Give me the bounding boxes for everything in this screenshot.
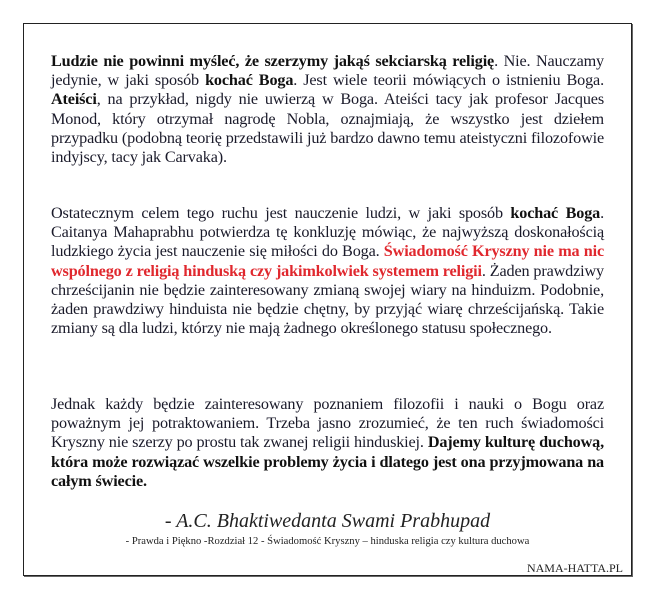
body-text: . Nie. Nauczamy jedynie, w jaki sposób [51, 52, 604, 90]
body-text: . Jest wiele teorii mówiących o istnieniu Boga. [293, 71, 604, 90]
paragraph-1 [51, 52, 604, 167]
body-text: Ostatecznym celem tego ruchu jest nauczenie ludzi, w jaki sposób [51, 204, 511, 222]
emphasis-text: kochać Boga [510, 204, 601, 222]
body-text: . Żaden prawdziwy chrześcijanin nie będzie zainteresowany zmianą swojej wiary na hinduizm. Podobnie, żaden prawdziwy hinduista nie będzie chętny, by przyjąć wiarę chrześcijańską. Takie zmiany są dla ludzi, którzy nie mają żadnego określonego statusu społecznego. [51, 261, 604, 338]
body-text: Jednak każdy będzie zainteresowany poznaniem filozofii i nauki o Bogu oraz poważnym jej potraktowaniem. Trzeba jasno zrozumieć, że ten ruch świadomości Kryszny nie szerzy po prostu tak zwanej religii hinduskiej. [51, 395, 604, 452]
emphasis-text: Ludzie nie powinni myśleć, że szerzymy jakąś sekciarską religię [51, 52, 495, 70]
paragraph-3 [51, 395, 604, 491]
highlighted-text: Świadomość Kryszny nie ma nic wspólnego z religią hinduską czy jakimkolwiek systemem religii [51, 242, 604, 280]
emphasis-text: Dajemy kulturę duchową, która może rozwiązać wszelkie problemy życia i dlatego jest ona przyjmowana na całym świecie. [51, 433, 604, 490]
body-text: . Caitanya Mahaprabhu potwierdza tę konkluzję mówiąc, że najwyższą doskonałością ludzkiego życia jest nauczenie się miłości do Boga. [51, 204, 604, 261]
source-citation: - Prawda i Piękno -Rozdział 12 - Świadomość Kryszny – hinduska religia czy kultura duchowa [125, 536, 530, 547]
footer-watermark: NAMA-HATTA.PL [526, 561, 623, 575]
signature: - A.C. Bhaktiwedanta Swami Prabhupad [164, 510, 491, 532]
paragraph-2 [51, 204, 604, 338]
quote-box [23, 23, 632, 576]
emphasis-text: kochać Boga [205, 71, 294, 90]
emphasis-text: Ateiści [51, 90, 97, 109]
body-text: , na przykład, nigdy nie uwierzą w Boga. Ateiści tacy jak profesor Jacques Monod, który otrzymał nagrodę Nobla, oznajmiają, że wszystko jest dziełem przypadku (podobną teorię przedstawili już bardzo dawno temu ateistyczni filozofowie indyjscy, tacy jak Carvaka). [51, 90, 604, 167]
